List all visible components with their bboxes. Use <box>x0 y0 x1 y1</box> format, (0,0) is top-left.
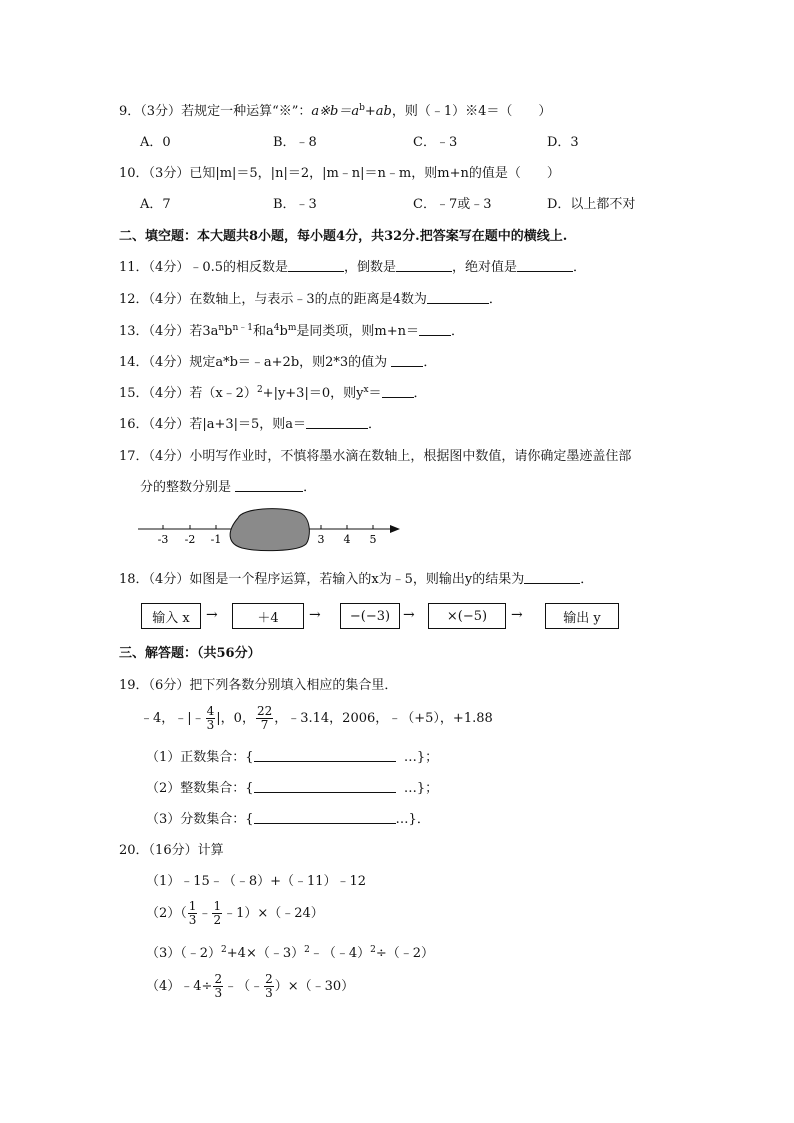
question-13: 13．（4分）若$3a^nb^{n﹣1}$和$a^4b^m$是同类项，则m+n＝ ． <box>119 323 464 339</box>
q20-part-1: （1）﹣15﹣（﹣8）+（﹣11）﹣12 <box>146 874 367 889</box>
tick-label: -1 <box>210 533 222 546</box>
fraction: $\frac{22}{7}$ <box>256 704 273 732</box>
q10-option-b: B．﹣3 <box>273 197 317 212</box>
question-12: 12．（4分）在数轴上，与表示﹣3的点的距离是4数为 ． <box>119 292 502 307</box>
flow-box-multiply: ×(−5) <box>428 603 506 629</box>
answer-blank[interactable] <box>254 780 396 793</box>
flow-box-input: 输入 x <box>141 603 201 629</box>
flow-arrow: → <box>403 607 415 623</box>
q19-set-positive: （1）正数集合：{ …}； <box>146 750 439 765</box>
answer-blank[interactable] <box>288 259 344 272</box>
fraction: $\frac{1}{2}$ <box>213 899 222 927</box>
answer-blank[interactable] <box>517 259 573 272</box>
question-17-cont: 分的整数分别是 ． <box>140 480 317 495</box>
answer-blank[interactable] <box>419 323 451 336</box>
q19-number-list: ﹣4，﹣|﹣ $\frac{4}{3}$ |，0， $\frac{22}{7}$ ，﹣3.14，2006，﹣（+5），+1.88 <box>140 704 493 732</box>
flow-arrow: → <box>309 607 321 623</box>
q9-option-d: D．3 <box>547 135 579 150</box>
tick-label: 3 <box>317 533 325 546</box>
q10-option-c: C．﹣7或﹣3 <box>413 197 492 212</box>
answer-blank[interactable] <box>427 291 489 304</box>
question-15: 15．（4分）若（x﹣2）$^2$+|y+3|＝0，则$y^x=$ ． <box>119 385 427 401</box>
flow-box-add: ＋4 <box>232 603 304 629</box>
flow-box-output: 输出 y <box>545 603 619 629</box>
q10-option-d: D．以上都不对 <box>547 197 636 212</box>
fraction: $\frac{2}{3}$ <box>265 972 273 1000</box>
flow-arrow: → <box>511 607 523 623</box>
question-16: 16．（4分）若|a+3|＝5，则a＝ ． <box>119 417 382 432</box>
tick-label: -3 <box>157 533 169 546</box>
number-line-arrow <box>390 525 400 533</box>
q9-option-b: B．﹣8 <box>273 135 317 150</box>
question-11: 11．（4分）﹣0.5的相反数是 ，倒数是 ，绝对值是 ． <box>119 260 587 275</box>
question-18: 18．（4分）如图是一个程序运算，若输入的x为﹣5，则输出y的结果为 ． <box>119 572 594 587</box>
answer-blank[interactable] <box>382 385 414 398</box>
q10-option-a: A．7 <box>140 197 171 212</box>
question-20: 20．（16分）计算 <box>119 843 224 858</box>
answer-blank[interactable] <box>391 354 423 367</box>
q20-part-3: （3）（﹣2）$^2$+4×（﹣3）$^2$﹣（﹣4）$^2$÷（﹣2） <box>146 945 435 961</box>
section-2-heading: 二、填空题：本大题共8小题，每小题4分，共32分.把答案写在题中的横线上. <box>119 229 568 244</box>
q9-option-c: C．﹣3 <box>413 135 458 150</box>
fraction: $\frac{2}{3}$ <box>214 972 223 1000</box>
question-17: 17．（4分）小明写作业时，不慎将墨水滴在数轴上，根据图中数值，请你确定墨迹盖住部 <box>119 449 632 464</box>
q19-set-integer: （2）整数集合：{ …}； <box>146 781 439 796</box>
question-10: 10．（3分）已知|m|＝5，|n|＝2，|m﹣n|＝n﹣m，则m+n的值是（ ） <box>119 166 560 181</box>
answer-blank[interactable] <box>524 571 580 584</box>
answer-blank[interactable] <box>254 749 396 762</box>
tick-label: 5 <box>369 533 377 546</box>
number-line-figure <box>130 506 410 556</box>
flow-arrow: → <box>206 607 218 623</box>
q20-part-2: （2）（ $\frac{1}{3}$ ﹣ $\frac{1}{2}$ ﹣1）×（﹣24） <box>146 899 324 927</box>
answer-blank[interactable] <box>235 479 303 492</box>
question-19: 19．（6分）把下列各数分别填入相应的集合里． <box>119 678 398 693</box>
flow-box-subtract: −(−3) <box>340 603 400 629</box>
answer-blank[interactable] <box>396 259 452 272</box>
fraction: $\frac{4}{3}$ <box>206 704 215 732</box>
question-9: 9．（3分）若规定一种运算“※”：$a※b=a^b+ab$，则（﹣1）※4＝（ ） <box>119 103 552 119</box>
q20-part-4: （4）﹣4÷ $\frac{2}{3}$ ﹣（﹣ $\frac{2}{3}$ ）×（﹣30） <box>146 972 355 1000</box>
question-14: 14．（4分）规定a*b＝﹣a+2b，则2*3的值为 ． <box>119 355 437 370</box>
fraction: $\frac{1}{3}$ <box>188 899 197 927</box>
tick-label: 4 <box>343 533 351 546</box>
section-3-heading: 三、解答题：（共56分） <box>119 646 261 661</box>
answer-blank[interactable] <box>306 416 368 429</box>
q19-set-fraction: （3）分数集合：{ …}． <box>146 812 430 827</box>
ink-blot <box>230 509 309 551</box>
q9-option-a: A．0 <box>140 135 171 150</box>
answer-blank[interactable] <box>254 811 396 824</box>
tick-label: -2 <box>184 533 196 546</box>
